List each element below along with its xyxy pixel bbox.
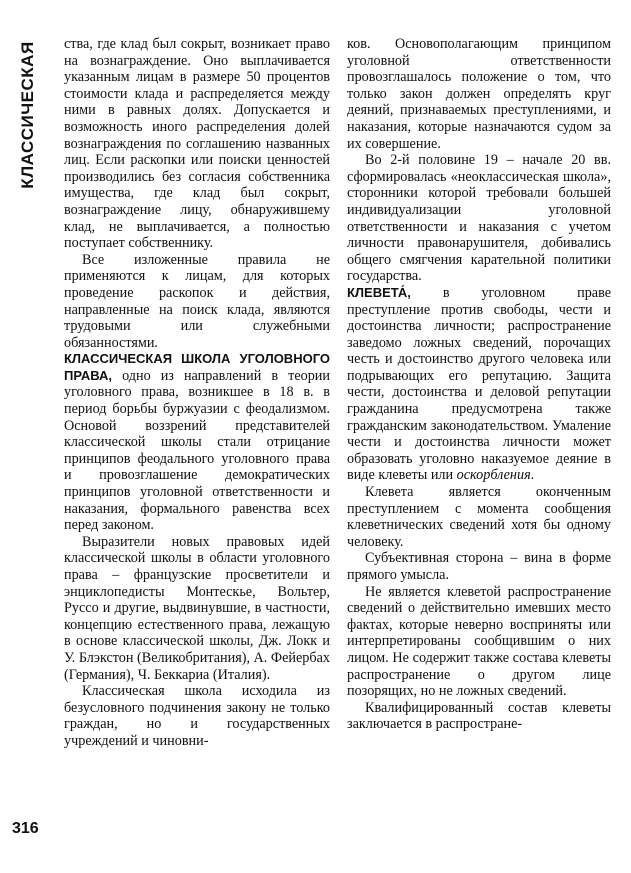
paragraph: Выразители новых правовых идей классической школы в области уголовного права – французские просветители и энциклопедисты Монтескье, Вольтер, Руссо и другие, выдвинувшие, в частности, концепцию естественного права, лежащую в основе классической школы, Дж. Локк и У. Блэкстон (Великобритания), А. Фейербах (Германия), Ч. Беккариа (Италия). — [64, 533, 330, 683]
left-column — [64, 36, 330, 750]
cross-reference: оскорбления — [456, 467, 531, 484]
entry-klassicheskaya-shkola — [64, 351, 330, 534]
entry-term: КЛЕВЕТА́, — [347, 284, 411, 300]
paragraph: ства, где клад был сокрыт, возникает право на вознаграждение. Оно выплачивается указанным лицам в размере 50 процентов стоимости клада и распределяется между ними в равных долях. Допускается и возможность иного распределения долей вознаграждения по соглашению названных лиц. Если раскопки или поиски ценностей производились без согласия собственника имущества, где клад был сокрыт, вознаграждение лицу, обнаружившему клад, не выплачивается, а полностью поступает собственнику. — [64, 36, 330, 252]
right-column — [347, 36, 611, 733]
paragraph: Все изложенные правила не применяются к лицам, для которых проведение раскопок и действия, направленные на поиск клада, являются трудовыми или служебными обязанностями. — [64, 251, 330, 351]
paragraph: Клевета является оконченным преступлением с момента сообщения клеветнических сведений хотя бы одному человеку. — [347, 484, 611, 550]
paragraph: Квалифицированный состав клеветы заключается в распростране- — [347, 699, 611, 733]
running-head-text: КЛАССИЧЕСКАЯ — [18, 41, 37, 189]
entry-kleveta — [347, 285, 611, 484]
paragraph: Не является клеветой распространение сведений о действительно имевших место фактах, которые неверно восприняты или интерпретированы сообщившим о них лицом. Не содержит также состава клеветы распространение о другом лице позорящих, но не ложных сведений. — [347, 583, 611, 700]
entry-term: КЛАССИЧЕСКАЯ ШКОЛА УГОЛОВНОГО ПРАВА, — [64, 351, 330, 383]
paragraph: Во 2-й половине 19 – начале 20 вв. сформировалась «неоклассическая школа», сторонники которой требовали большей индивидуализации уголовной ответственности и наказания с учетом личности правонарушителя, добивались общего смягчения карательной политики государства. — [347, 152, 611, 285]
running-head — [8, 40, 48, 190]
paragraph: Субъективная сторона – вина в форме прямого умысла. — [347, 550, 611, 583]
paragraph: ков. Основополагающим принципом уголовной ответственности провозглашалось положение о том, что только закон должен определять круг деяний, признаваемых преступлениями, и наказания, которые назначаются судом за их совершение. — [347, 36, 611, 152]
entry-text-end: . — [530, 467, 535, 484]
entry-text: одно из направлений в теории уголовного права, возникшее в 18 в. в период борьбы буржуазии с феодализмом. Основой воззрений представителей классической школы стали отрицание принципов феодального уголовного права и провозглашение демократических принципов уголовной ответственности и наказания, формального равенства всех перед законом. — [64, 367, 330, 534]
entry-text: в уголовном праве преступление против свободы, чести и достоинства личности; распространение заведомо ложных сведений, порочащих честь и достоинство другого человека или подрывающих его репутацию. Защита чести, достоинства и деловой репутации гражданина предусмотрена также гражданским законодательством. Умаление чести и достоинства личности может образовать уголовно наказуемое деяние в виде клеветы или — [347, 284, 611, 484]
page-number: 316 — [12, 820, 39, 837]
paragraph: Классическая школа исходила из безусловного подчинения закону не только граждан, но и государственных учреждений и чиновни- — [64, 683, 330, 749]
